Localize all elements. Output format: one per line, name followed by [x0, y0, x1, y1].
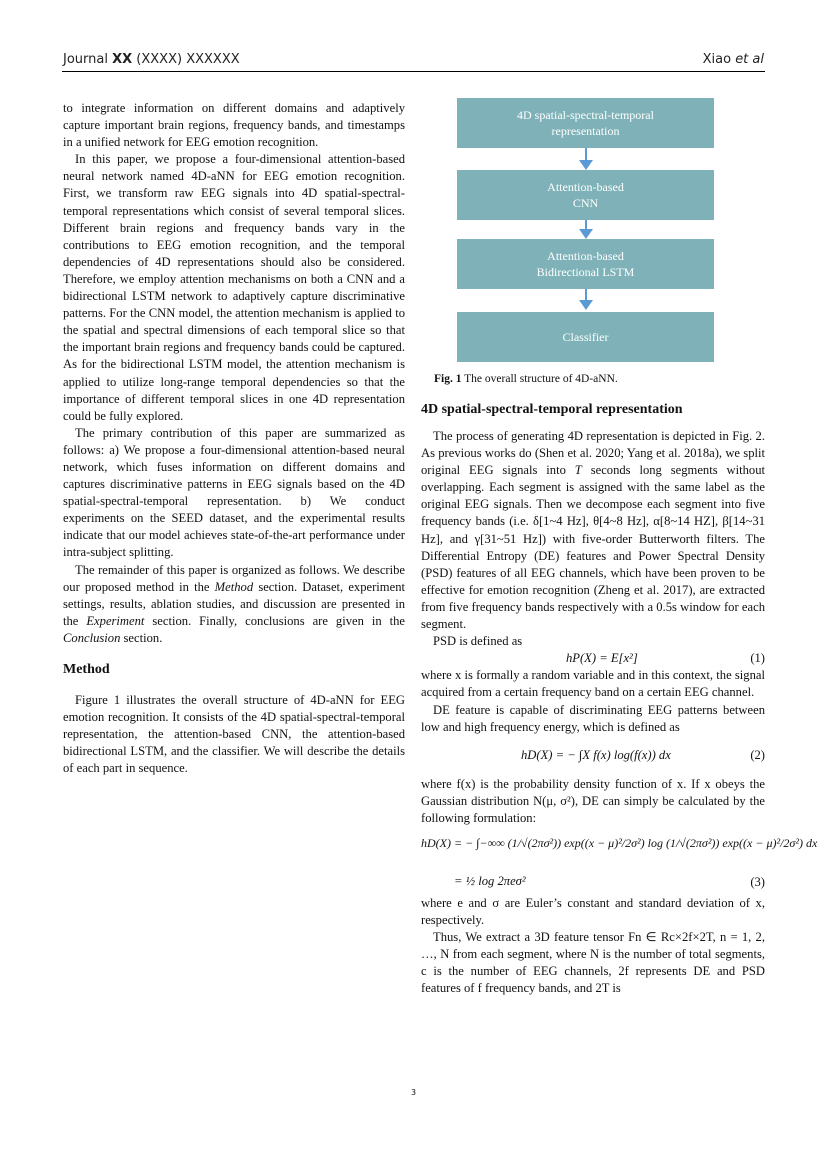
paragraph: The primary contribution of this paper are summarized as follows: a) We propose a four-dimensional attention-based neural network, which fuses information on different domains and captures discriminative patterns in EEG signals based on the 4D spatial-spectral-temporal representation. b) We conduct experiments on the SEED dataset, and the experimental results indicate that our model achieves state-of-the-art performance under intra-subject splitting. [63, 425, 405, 560]
equation-3b [421, 871, 765, 895]
author-etal: et al [735, 52, 764, 67]
running-header-journal [63, 52, 240, 68]
author-name: Xiao [702, 52, 732, 67]
paragraph: where x is formally a random variable and in this context, the signal acquired from a certain frequency band on a certain EEG channel. [421, 668, 765, 700]
equation-3a [421, 827, 818, 871]
flow-box-classifier: Classifier [457, 312, 714, 362]
paragraph: PSD is defined as [433, 634, 523, 649]
paragraph: The process of generating 4D representation is depicted in Fig. 2. As previous works do (Shen et al. 2020; Yang et al. 2018a), we split original EEG signals into T seconds long segments without overlapping. Each segment is assigned with the same label as the original EEG signals. Then we decompose each segment into five frequency bands (i.e. δ[1~4 Hz], θ[4~8 Hz], α[8~14 HZ], β[14~31 Hz], and γ[31~51 Hz]) with five-order Butterworth filters. The Differential Entropy (DE) features and Power Spectral Density (PSD) features of all EEG channels, which have been proven to be effective for emotion recognition (Zheng et al. 2017), are extracted from five frequency bands respectively with a 0.5s window for each segment. [421, 429, 765, 632]
paragraph: In this paper, we propose a four-dimensional attention-based neural network named 4D-aNN for EEG emotion recognition. First, we transform raw EEG signals into 4D spatial-spectral-temporal representations which consist of several temporal slices. Different brain regions and frequency bands vary in the contributions to EEG emotion recognition, and the temporal dependencies of 4D representations should also be considered. Therefore, we employ attention mechanisms on both a CNN and a bidirectional LSTM network to adaptively capture discriminative patterns. For the CNN model, the attention mechanism is applied to the spatial and spectral dimensions of each temporal slice so that the important brain regions and frequency bands could be captured. As for the bidirectional LSTM model, the attention mechanism is applied to utilize long-range temporal dependencies so that the importance of different temporal slices in one 4D representation could be fully explored. [63, 152, 405, 423]
caption-text: The overall structure of 4D-aNN. [464, 373, 618, 385]
equation-psd: hP(X) = E[x²] [566, 651, 638, 666]
paragraph: The remainder of this paper is organized as follows. We describe our proposed method in the Method section. Dataset, experiment settings, results, ablation studies, and discussion are presented in the Experiment section. Finally, conclusions are given in the Conclusion section. [63, 562, 405, 645]
journal-name: Journal [63, 52, 108, 67]
equation-number: (3) [750, 874, 765, 889]
flow-box-bilstm: Attention-based Bidirectional LSTM [457, 239, 714, 289]
section-ref-conclusion: Conclusion [63, 630, 121, 645]
right-column [421, 401, 818, 998]
equation-number: (1) [750, 651, 765, 666]
equation-de: hD(X) = − ∫X f(x) log(f(x)) dx [521, 747, 671, 762]
page-number: 3 [410, 1088, 417, 1097]
paragraph: Thus, We extract a 3D feature tensor Fn ∈ Rc×2f×2T, n = 1, 2, …, N from each segment, where N is the number of total segments, c is the number of EEG channels, 2f represents DE and PSD features of f frequency bands, and 2T is [421, 930, 765, 996]
flow-box-representation: 4D spatial-spectral-temporal representation [457, 98, 714, 148]
equation-2 [421, 736, 765, 776]
flow-arrowhead [579, 160, 593, 170]
journal-volume: XX [112, 52, 133, 67]
var-T: T [574, 463, 582, 478]
paragraph: where f(x) is the probability density function of x. If x obeys the Gaussian distribution N(μ, σ²), DE can simply be calculated by the following formulation: [421, 776, 765, 825]
section-heading-method: Method [63, 662, 110, 677]
paragraph: Figure 1 illustrates the overall structure of 4D-aNN for EEG emotion recognition. It consists of the 4D spatial-spectral-temporal representation, the attention-based CNN, the attention-based bidirectional LSTM, and the classifier. We will describe the details of each part in sequence. [63, 693, 405, 776]
equation-number: (2) [750, 747, 765, 762]
running-header-authors [703, 52, 764, 68]
equation-gaussian-de: hD(X) = − ∫−∞∞ (1/√(2πσ²)) exp((x − μ)²/2σ²) log (1/√(2πσ²)) exp((x − μ)²/2σ²) dx [421, 835, 818, 850]
section-heading-4d: 4D spatial-spectral-temporal representation [421, 402, 683, 417]
section-ref-experiment: Experiment [86, 613, 145, 628]
flow-arrowhead [579, 229, 593, 239]
flow-arrowhead [579, 300, 593, 310]
paragraph: DE feature is capable of discriminating EEG patterns between low and high frequency energy, which is defined as [421, 702, 765, 734]
caption-label: Fig. 1 [434, 373, 462, 385]
figure-caption [434, 372, 618, 386]
header-rule [62, 71, 765, 72]
equation-gaussian-result: = ½ log 2πeσ² [454, 873, 526, 888]
equation-1 [421, 650, 765, 667]
journal-issue: (XXXX) XXXXXX [136, 52, 240, 67]
flow-box-cnn: Attention-based CNN [457, 170, 714, 220]
paragraph: where e and σ are Euler’s constant and standard deviation of x, respectively. [421, 895, 765, 928]
left-column [63, 100, 405, 777]
paragraph: to integrate information on different domains and adaptively capture important brain regions, frequency bands, and timestamps in a unified network for EEG emotion recognition. [63, 101, 405, 150]
section-ref-method: Method [214, 579, 254, 594]
